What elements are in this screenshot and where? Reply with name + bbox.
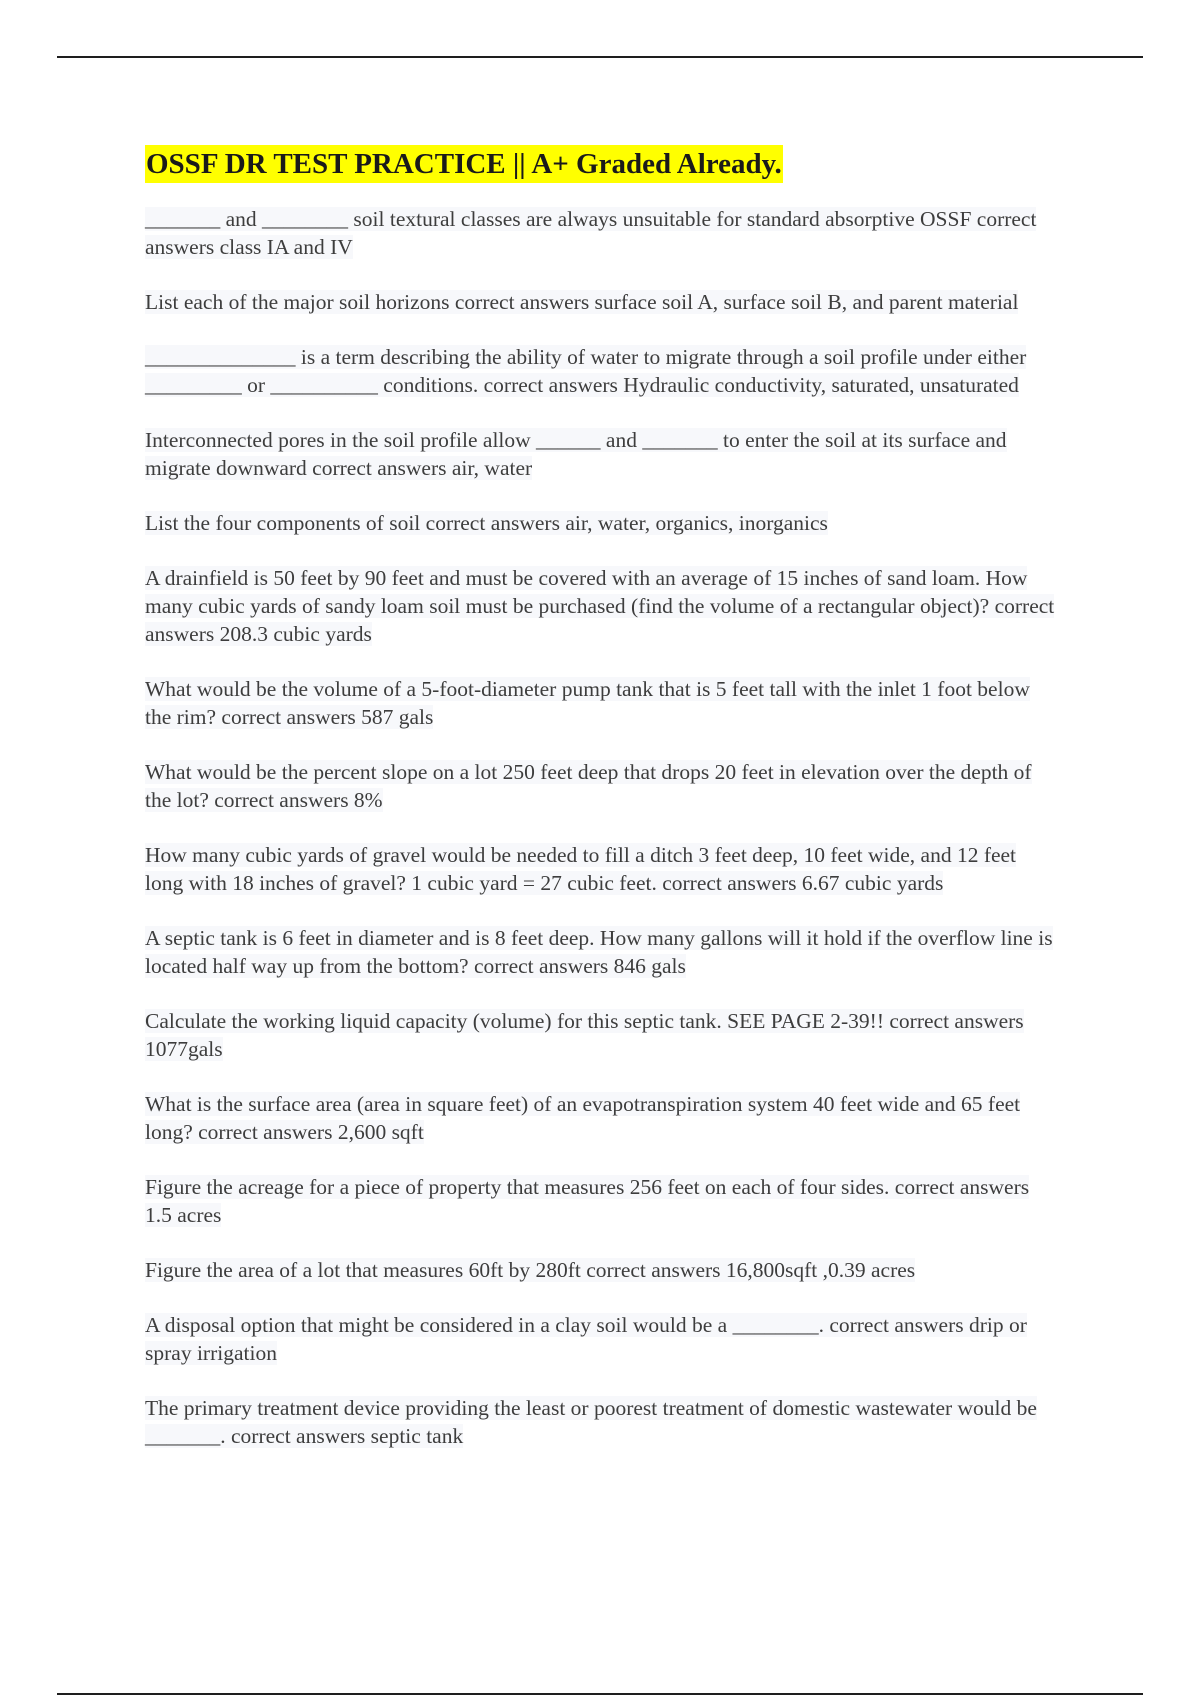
qa-item xyxy=(145,426,1055,482)
qa-text: _______ and ________ soil textural classes are always unsuitable for standard absorptive OSSF correct answers class IA and IV xyxy=(145,207,1037,259)
qa-item xyxy=(145,841,1055,897)
qa-text: What is the surface area (area in square feet) of an evapotranspiration system 40 feet wide and 65 feet long? correct answers 2,600 sqft xyxy=(145,1092,1021,1144)
qa-item xyxy=(145,1394,1055,1450)
qa-text: Figure the area of a lot that measures 60ft by 280ft correct answers 16,800sqft ,0.39 acres xyxy=(145,1258,916,1282)
qa-text: What would be the volume of a 5-foot-diameter pump tank that is 5 feet tall with the inlet 1 foot below the rim? correct answers 587 gals xyxy=(145,677,1030,729)
qa-text: How many cubic yards of gravel would be needed to fill a ditch 3 feet deep, 10 feet wide, and 12 feet long with 18 inches of gravel? 1 cubic yard = 27 cubic feet. correct answers 6.67 cubic yards xyxy=(145,843,1017,895)
qa-item xyxy=(145,675,1055,731)
qa-text: A septic tank is 6 feet in diameter and is 8 feet deep. How many gallons will it hold if the overflow line is located half way up from the bottom? correct answers 846 gals xyxy=(145,926,1053,978)
qa-text: A disposal option that might be considered in a clay soil would be a ________. correct answers drip or spray irrigation xyxy=(145,1313,1027,1365)
qa-item xyxy=(145,288,1055,316)
qa-text: Figure the acreage for a piece of property that measures 256 feet on each of four sides. correct answers 1.5 acres xyxy=(145,1175,1030,1227)
page-title: OSSF DR TEST PRACTICE || A+ Graded Already. xyxy=(145,145,783,183)
header-rule xyxy=(57,56,1143,58)
document-body xyxy=(145,145,1055,1477)
qa-text: What would be the percent slope on a lot 250 feet deep that drops 20 feet in elevation over the depth of the lot? correct answers 8% xyxy=(145,760,1032,812)
footer-rule xyxy=(57,1693,1143,1695)
qa-item xyxy=(145,509,1055,537)
qa-item xyxy=(145,205,1055,261)
qa-text: ______________ is a term describing the ability of water to migrate through a soil profile under either _________ or __________ conditions. correct answers Hydraulic conductivity, saturated, unsaturated xyxy=(145,345,1027,397)
qa-item xyxy=(145,1311,1055,1367)
qa-item xyxy=(145,1090,1055,1146)
qa-text: A drainfield is 50 feet by 90 feet and must be covered with an average of 15 inches of sand loam. How many cubic yards of sandy loam soil must be purchased (find the volume of a rectangular object)? correct answers 208.3 cubic yards xyxy=(145,566,1055,646)
qa-item xyxy=(145,1007,1055,1063)
qa-item xyxy=(145,924,1055,980)
qa-text: List each of the major soil horizons correct answers surface soil A, surface soil B, and parent material xyxy=(145,290,1019,314)
qa-text: Calculate the working liquid capacity (volume) for this septic tank. SEE PAGE 2-39!! correct answers 1077gals xyxy=(145,1009,1024,1061)
qa-text: List the four components of soil correct answers air, water, organics, inorganics xyxy=(145,511,828,535)
qa-text: Interconnected pores in the soil profile allow ______ and _______ to enter the soil at its surface and migrate downward correct answers air, water xyxy=(145,428,1007,480)
qa-item xyxy=(145,1173,1055,1229)
qa-item xyxy=(145,564,1055,648)
qa-item xyxy=(145,1256,1055,1284)
qa-text: The primary treatment device providing the least or poorest treatment of domestic wastewater would be _______. correct answers septic tank xyxy=(145,1396,1037,1448)
qa-item xyxy=(145,758,1055,814)
qa-item xyxy=(145,343,1055,399)
